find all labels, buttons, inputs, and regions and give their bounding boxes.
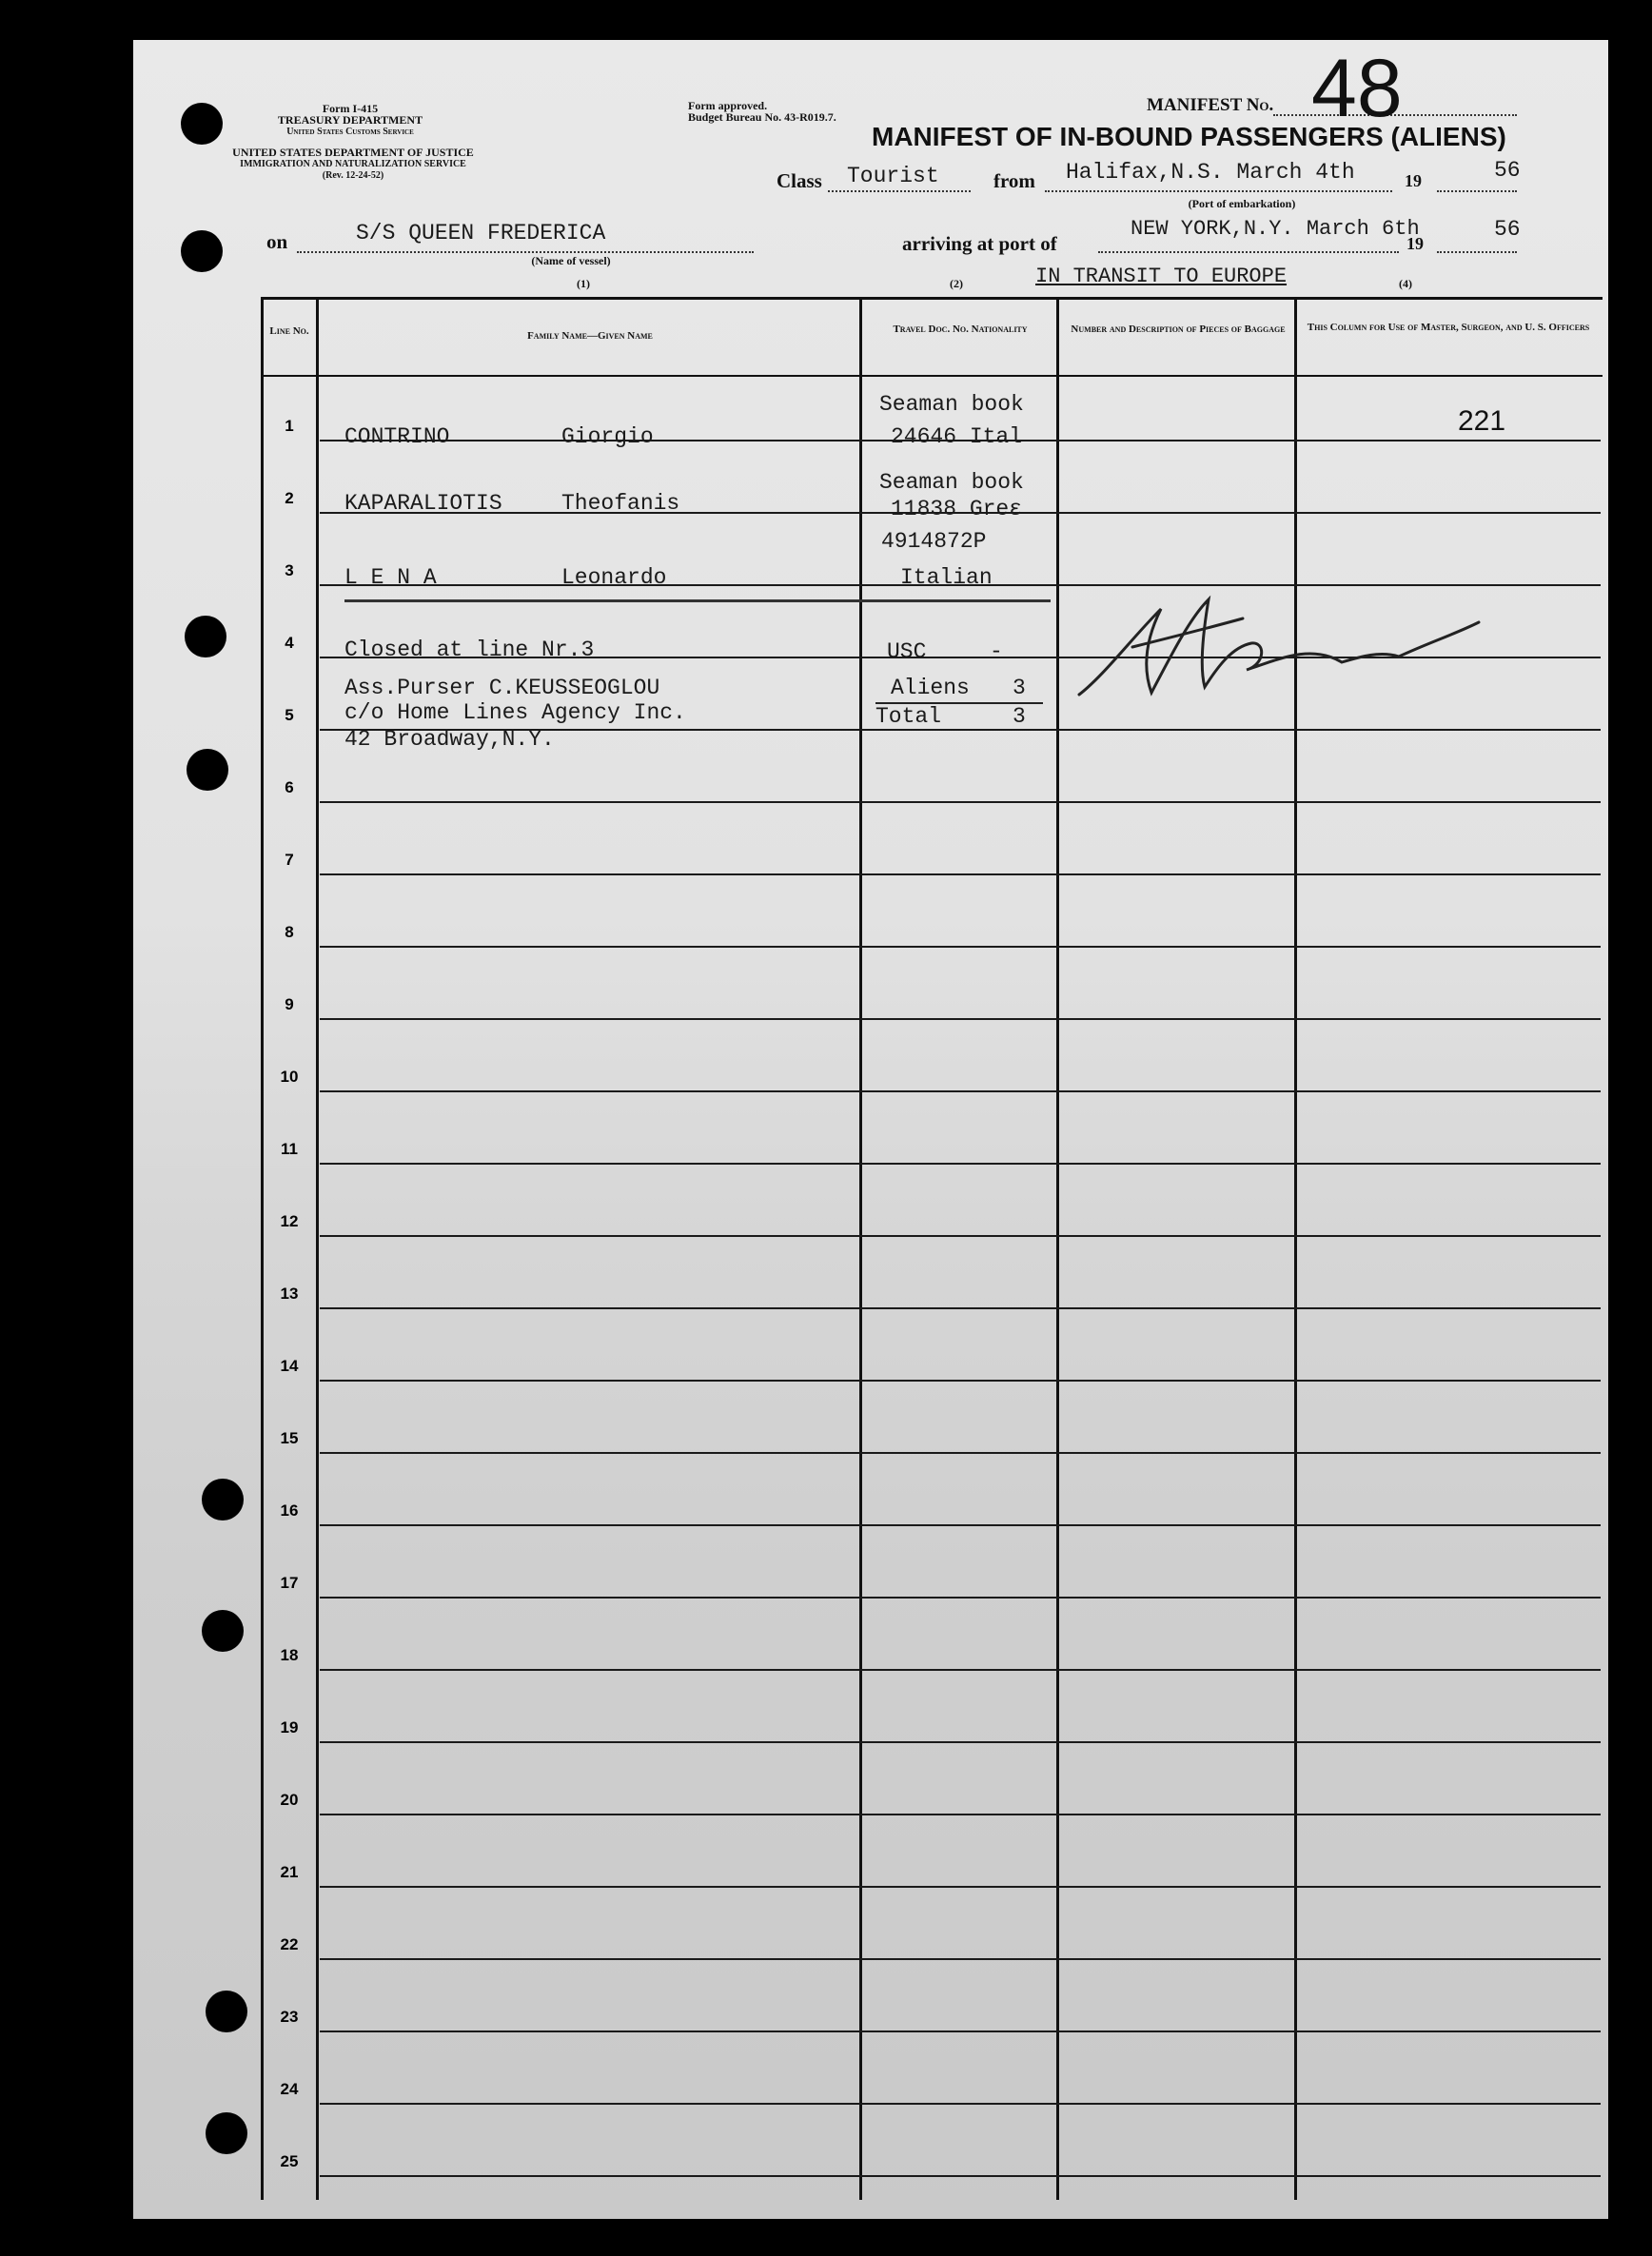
year-value-2: 56	[1494, 217, 1521, 242]
entry-3-doc-2: Italian	[900, 565, 993, 590]
binder-hole	[202, 1610, 244, 1652]
line-number: 11	[281, 1140, 298, 1158]
travel-col-divider	[1056, 297, 1059, 2200]
entry-2-given: Theofanis	[561, 491, 680, 516]
line-number: 6	[285, 778, 294, 796]
entries-end-underline	[344, 599, 1051, 602]
year-line-2	[1437, 251, 1517, 253]
row-rule	[320, 1235, 1601, 1237]
line-number: 21	[280, 1863, 299, 1881]
line-number: 19	[280, 1718, 299, 1736]
row-rule	[320, 1018, 1601, 1020]
row-rule	[320, 1380, 1601, 1382]
row-rule	[320, 2030, 1601, 2032]
line-number: 17	[280, 1574, 299, 1592]
address-note: 42 Broadway,N.Y.	[344, 727, 555, 752]
entry-1-doc-1: Seaman book	[879, 392, 1024, 417]
line-number: 16	[280, 1501, 299, 1520]
rev-label: (Rev. 12-24-52)	[322, 170, 384, 181]
entry-1-doc-2: 24646 Ital	[891, 424, 1023, 449]
col-marker-4: (4)	[1399, 277, 1412, 290]
class-label: Class	[777, 169, 822, 192]
ins-label: IMMIGRATION AND NATURALIZATION SERVICE	[240, 159, 466, 169]
line-number: 18	[280, 1646, 299, 1664]
vessel-caption: (Name of vessel)	[531, 254, 611, 267]
from-value: Halifax,N.S. March 4th	[1066, 160, 1355, 185]
year-value-1: 56	[1494, 158, 1521, 183]
purser-note: Ass.Purser C.KEUSSEOGLOU	[344, 676, 660, 700]
row-rule	[320, 1090, 1601, 1092]
from-label: from	[993, 169, 1035, 192]
year-line-1	[1437, 190, 1517, 192]
row-rule	[320, 1524, 1601, 1526]
entry-2-doc-1: Seaman book	[879, 470, 1024, 495]
transit-note: IN TRANSIT TO EUROPE	[1035, 265, 1288, 288]
row-rule	[320, 1741, 1601, 1743]
year-prefix-1: 19	[1405, 171, 1422, 190]
entry-3-doc-1: 4914872P	[881, 529, 987, 554]
aliens-count: 3	[1013, 676, 1026, 700]
header-travel: Travel Doc. No. Nationality	[893, 324, 1028, 335]
name-col-divider	[859, 297, 862, 2200]
line-number: 5	[285, 706, 294, 724]
year-prefix-2: 19	[1406, 234, 1424, 253]
line-number: 9	[285, 995, 294, 1013]
line-number: 4	[285, 634, 294, 652]
table-left-border	[261, 297, 264, 2200]
total-count: 3	[1013, 704, 1026, 729]
row-rule	[320, 1814, 1601, 1815]
arriving-label: arriving at port of	[902, 232, 1057, 255]
line-number: 10	[280, 1068, 299, 1086]
from-line	[1045, 190, 1392, 192]
entry-3-family: L E N A	[344, 565, 437, 590]
line-number: 20	[280, 1791, 299, 1809]
row-rule	[320, 2103, 1601, 2105]
row-rule	[320, 946, 1601, 948]
total-label: Total	[875, 704, 942, 729]
line-number: 15	[280, 1429, 299, 1447]
row-rule	[320, 1163, 1601, 1165]
line-number: 1	[285, 417, 294, 435]
officer-signature	[1075, 571, 1570, 714]
header-line-no: Line No.	[269, 325, 309, 337]
col-marker-1: (1)	[577, 277, 590, 290]
line-number: 13	[280, 1285, 299, 1303]
entry-2-doc-2: 11838 Greε	[891, 497, 1023, 521]
class-line	[828, 190, 971, 192]
form-number: Form I-415	[322, 102, 379, 115]
row-rule	[320, 801, 1601, 803]
binder-hole	[187, 749, 228, 791]
line-number: 22	[280, 1935, 299, 1953]
header-bottom-border	[261, 375, 1603, 377]
on-label: on	[266, 230, 288, 253]
approved-label: Form approved.	[688, 99, 768, 112]
binder-hole	[202, 1479, 244, 1520]
table-top-border	[261, 297, 1603, 300]
aliens-label: Aliens	[891, 676, 970, 700]
vessel-line	[297, 251, 754, 253]
manifest-number-label: MANIFEST No.	[1147, 95, 1274, 115]
class-value: Tourist	[847, 164, 939, 188]
row-rule	[320, 1597, 1601, 1599]
col-marker-2: (2)	[950, 277, 963, 290]
entry-3-given: Leonardo	[561, 565, 667, 590]
doj-label: UNITED STATES DEPARTMENT OF JUSTICE	[232, 146, 474, 159]
customs-label: United States Customs Service	[286, 127, 414, 137]
row-rule	[320, 873, 1601, 875]
line-number: 14	[280, 1357, 299, 1375]
line-number: 3	[285, 561, 294, 579]
header-name: Family Name—Given Name	[527, 330, 653, 342]
header-baggage: Number and Description of Pieces of Baggage	[1071, 324, 1286, 335]
line-number: 2	[285, 489, 294, 507]
entry-1-family: CONTRINO	[344, 424, 450, 449]
manifest-page	[133, 40, 1608, 2219]
port-caption: (Port of embarkation)	[1188, 197, 1296, 210]
binder-hole	[181, 103, 223, 145]
entry-2-family: KAPARALIOTIS	[344, 491, 502, 516]
entry-1-officer-note: 221	[1458, 405, 1506, 437]
line-number: 25	[280, 2152, 299, 2170]
manifest-number: 48	[1311, 43, 1403, 134]
row-rule	[320, 1669, 1601, 1671]
entry-1-given: Giorgio	[561, 424, 654, 449]
row-rule	[320, 1958, 1601, 1960]
line-number: 23	[280, 2008, 299, 2026]
closed-note: Closed at line Nr.3	[344, 638, 595, 662]
binder-hole	[185, 616, 226, 657]
line-col-divider	[316, 297, 319, 2200]
arriving-value: NEW YORK,N.Y. March 6th	[1131, 217, 1420, 241]
line-number: 12	[280, 1212, 299, 1230]
agency-note: c/o Home Lines Agency Inc.	[344, 700, 686, 725]
row-rule	[320, 1452, 1601, 1454]
budget-label: Budget Bureau No. 43-R019.7.	[688, 110, 836, 124]
binder-hole	[206, 2112, 247, 2154]
usc-label: USC	[887, 639, 927, 664]
line-number: 7	[285, 851, 294, 869]
manifest-title: MANIFEST OF IN-BOUND PASSENGERS (ALIENS)	[872, 122, 1506, 151]
vessel-value: S/S QUEEN FREDERICA	[356, 221, 606, 245]
usc-dash: -	[990, 639, 1003, 664]
header-officers: This Column for Use of Master, Surgeon, and U. S. Officers	[1307, 322, 1590, 333]
row-rule	[320, 1886, 1601, 1888]
binder-hole	[206, 1991, 247, 2032]
arriving-line	[1098, 251, 1399, 253]
row-rule	[320, 2175, 1601, 2177]
line-number: 24	[280, 2080, 299, 2098]
treasury-label: TREASURY DEPARTMENT	[277, 113, 423, 127]
binder-hole	[181, 230, 223, 272]
line-number: 8	[285, 923, 294, 941]
row-rule	[320, 1307, 1601, 1309]
